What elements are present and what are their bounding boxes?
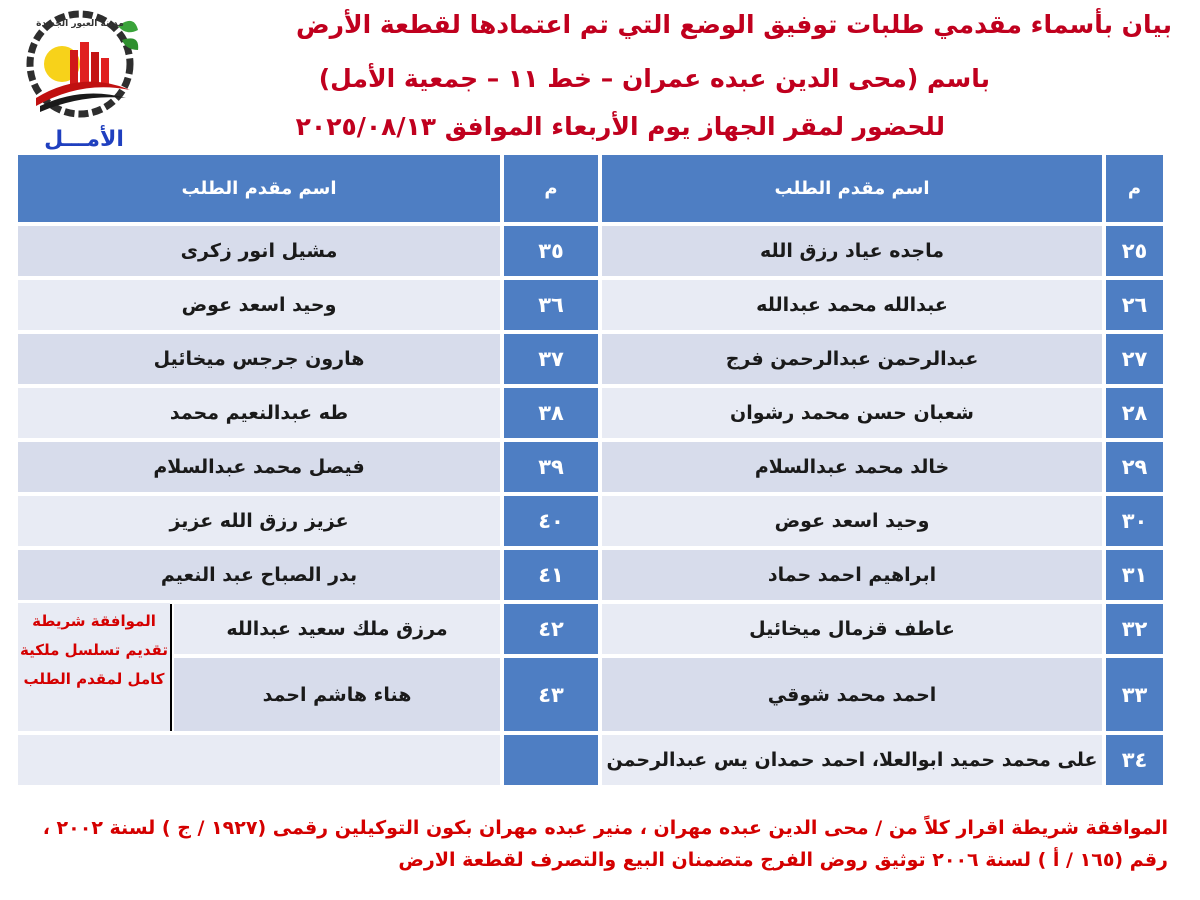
applicant-name: وحيد اسعد عوض (602, 496, 1102, 546)
applicant-name: وحيد اسعد عوض (18, 280, 500, 330)
col-header-name-left: اسم مقدم الطلب (18, 155, 500, 222)
header-line-1: بيان بأسماء مقدمي طلبات توفيق الوضع التي تم اعتمادها لقطعة الأرض (295, 10, 1172, 39)
row-number: ٣٥ (504, 226, 598, 276)
row-number: ٢٩ (1106, 442, 1163, 492)
col-header-no-right: م (1106, 155, 1163, 222)
logo-arc-text: مدينة العبور الجديدة (36, 19, 124, 29)
applicant-name: هناء هاشم احمد (174, 658, 500, 731)
note-divider (170, 604, 172, 731)
applicant-name: مشيل انور زكرى (18, 226, 500, 276)
row-number: ٣٠ (1106, 496, 1163, 546)
row-number: ٣٨ (504, 388, 598, 438)
applicant-name: عبدالرحمن عبدالرحمن فرج (602, 334, 1102, 384)
row-number: ٢٥ (1106, 226, 1163, 276)
header-line-3: للحضور لمقر الجهاز يوم الأربعاء الموافق ٢٠٢٥/٠٨/١٣ (295, 112, 945, 141)
applicant-name: عزيز رزق الله عزيز (18, 496, 500, 546)
applicant-name: ابراهيم احمد حماد (602, 550, 1102, 600)
row-number: ٣٧ (504, 334, 598, 384)
applicant-name: خالد محمد عبدالسلام (602, 442, 1102, 492)
row-number: ٣٩ (504, 442, 598, 492)
applicant-name: بدر الصباح عبد النعيم (18, 550, 500, 600)
empty-number-cell (504, 735, 598, 785)
applicant-name: مرزق ملك سعيد عبدالله (174, 604, 500, 654)
row-number: ٣٣ (1106, 658, 1163, 731)
applicant-name: عاطف قزمال ميخائيل (602, 604, 1102, 654)
row-number: ٣١ (1106, 550, 1163, 600)
row-number: ٤٣ (504, 658, 598, 731)
applicant-name: طه عبدالنعيم محمد (18, 388, 500, 438)
applicants-table (18, 155, 1163, 785)
header-line-2: باسم (محى الدين عبده عمران – خط ١١ – جمعية الأمل) (318, 64, 990, 93)
side-note: الموافقة شريطة تقديم تسلسل ملكية كامل لمقدم الطلب (18, 603, 170, 731)
empty-name-cell (18, 735, 500, 785)
applicant-name: هارون جرجس ميخائيل (18, 334, 500, 384)
applicant-name: شعبان حسن محمد رشوان (602, 388, 1102, 438)
row-number: ٢٦ (1106, 280, 1163, 330)
row-number: ٣٦ (504, 280, 598, 330)
footer-note: الموافقة شريطة اقرار كلاً من / محى الدين عبده مهران ، منير عبده مهران بكون التوكيلين رقمى (١٩٢٧ / ج ) لسنة ٢٠٠٢ ، رقم (١٦٥ / أ ) لسنة ٢٠٠٦ توثيق روض الفرج متضمنان البيع والتصرف لقطعة الارض (42, 817, 1168, 871)
row-number: ٣٢ (1106, 604, 1163, 654)
logo-caption: الأمـــل (44, 127, 124, 152)
applicant-name: فيصل محمد عبدالسلام (18, 442, 500, 492)
applicant-name: عبدالله محمد عبدالله (602, 280, 1102, 330)
logo (22, 6, 144, 154)
row-number: ٤٠ (504, 496, 598, 546)
page-header (0, 0, 1200, 158)
row-number: ٤١ (504, 550, 598, 600)
row-number: ٢٧ (1106, 334, 1163, 384)
applicant-name: احمد محمد شوقي (602, 658, 1102, 731)
col-header-no-left: م (504, 155, 598, 222)
row-number: ٢٨ (1106, 388, 1163, 438)
applicant-name: ماجده عياد رزق الله (602, 226, 1102, 276)
row-number: ٣٤ (1106, 735, 1163, 785)
row-number: ٤٢ (504, 604, 598, 654)
applicant-name: على محمد حميد ابوالعلا، احمد حمدان يس عبدالرحمن (602, 735, 1102, 785)
col-header-name-right: اسم مقدم الطلب (602, 155, 1102, 222)
